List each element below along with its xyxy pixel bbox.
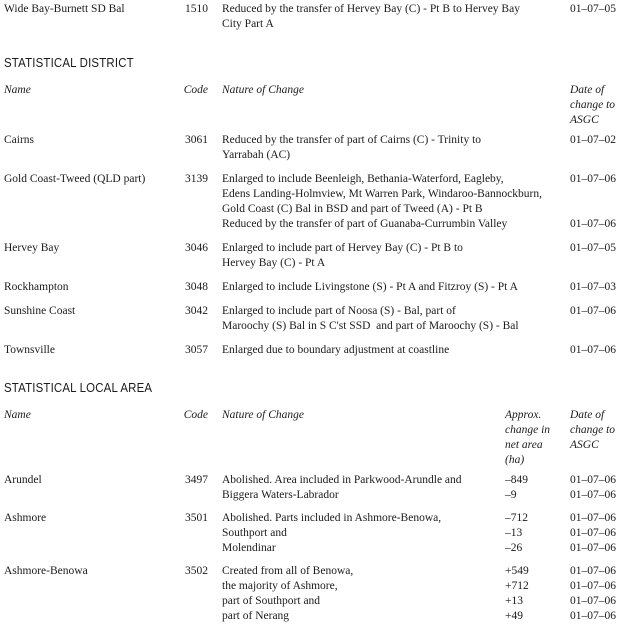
- row-name: Sunshine Coast: [4, 305, 76, 317]
- nature-line: Enlarged due to boundary adjustment at coastline: [222, 344, 450, 356]
- table-row: [4, 343, 622, 358]
- row-code: 3139: [185, 173, 208, 185]
- row-code: 3497: [185, 474, 208, 486]
- column-header-code: Code: [183, 409, 208, 421]
- nature-line: Enlarged to include Livingstone (S) - Pt A and Fitzroy (S) - Pt A: [222, 281, 518, 293]
- nature-line: Gold Coast (C) Bal in BSD and part of Tweed (A) - Pt B: [222, 203, 483, 215]
- area-value: –13: [505, 527, 523, 539]
- nature-line: Reduced by the transfer of Hervey Bay (C) - Pt B to Hervey Bay: [222, 3, 520, 15]
- table-row: [4, 133, 622, 163]
- area-value: –26: [505, 542, 523, 554]
- date-value: 01–07–06: [570, 610, 616, 622]
- nature-line: Molendinar: [222, 542, 276, 554]
- column-header-row: [4, 83, 622, 128]
- table-row: [4, 511, 622, 556]
- nature-line: Enlarged to include part of Hervey Bay (C) - Pt B to: [222, 242, 463, 254]
- column-header-area: net area: [505, 439, 543, 451]
- table-row: [4, 280, 622, 295]
- row-name: Ashmore-Benowa: [4, 565, 88, 577]
- date-value: 01–07–06: [570, 595, 616, 607]
- table-row: [4, 304, 622, 334]
- table-row: [4, 172, 622, 232]
- row-name: Wide Bay-Burnett SD Bal: [4, 3, 125, 15]
- column-header-area: Approx.: [505, 409, 542, 421]
- column-header-area: (ha): [505, 454, 525, 466]
- column-header-date: change to: [570, 424, 616, 436]
- row-name: Cairns: [4, 134, 35, 146]
- nature-line: Edens Landing-Holmview, Mt Warren Park, Windaroo-Bannockburn,: [222, 188, 543, 200]
- area-value: –712: [505, 512, 528, 524]
- row-code: 3046: [185, 242, 208, 254]
- nature-line: Abolished. Area included in Parkwood-Arundle and: [222, 474, 462, 486]
- nature-line: Created from all of Benowa,: [222, 565, 354, 577]
- row-code: 3042: [185, 305, 208, 317]
- date-value: 01–07–06: [570, 580, 616, 592]
- area-value: +712: [505, 580, 529, 592]
- table-row: [4, 564, 622, 624]
- date-value: 01–07–06: [570, 474, 616, 486]
- column-header-date: Date of: [570, 84, 605, 96]
- table-row: [4, 241, 622, 271]
- statistical-local-area-rows: [4, 473, 622, 624]
- nature-line: Abolished. Parts included in Ashmore-Benowa,: [222, 512, 442, 524]
- column-header-date: change to: [570, 99, 616, 111]
- date-value: 01–07–06: [570, 527, 616, 539]
- nature-line: Enlarged to include Beenleigh, Bethania-Waterford, Eagleby,: [222, 173, 504, 185]
- nature-line: part of Southport and: [222, 595, 321, 607]
- row-name: Hervey Bay: [4, 242, 60, 254]
- row-name: Rockhampton: [4, 281, 69, 293]
- section-heading-statistical-district: STATISTICAL DISTRICT: [4, 55, 134, 70]
- nature-line: the majority of Ashmore,: [222, 580, 338, 592]
- area-value: +13: [505, 595, 523, 607]
- column-header-name: Name: [4, 409, 31, 421]
- statistical-district-rows: [4, 133, 622, 358]
- row-name: Arundel: [4, 474, 42, 486]
- row-name: Ashmore: [4, 512, 47, 524]
- column-header-nature: Nature of Change: [222, 409, 304, 421]
- column-header-nature: Nature of Change: [222, 84, 304, 96]
- nature-line: Reduced by the transfer of part of Cairns (C) - Trinity to: [222, 134, 482, 146]
- date-value: 01–07–05: [570, 3, 616, 15]
- nature-line: Southport and: [222, 527, 287, 539]
- section-heading-statistical-local-area: STATISTICAL LOCAL AREA: [4, 380, 153, 395]
- date-value: 01–07–06: [570, 218, 616, 230]
- row-code: 3501: [185, 512, 208, 524]
- table-row: [4, 473, 622, 503]
- date-value: 01–07–06: [570, 489, 616, 501]
- nature-line: Maroochy (S) Bal in S C'st SSD and part of Maroochy (S) - Bal: [222, 320, 519, 332]
- date-value: 01–07–06: [570, 305, 616, 317]
- area-value: +49: [505, 610, 523, 622]
- nature-line: City Part A: [222, 18, 274, 30]
- row-name: Townsville: [4, 344, 55, 356]
- area-value: –849: [505, 474, 528, 486]
- nature-line: Enlarged to include part of Noosa (S) - Bal, part of: [222, 305, 456, 317]
- row-code: 3048: [185, 281, 208, 293]
- date-value: 01–07–06: [570, 565, 616, 577]
- column-header-date: ASGC: [570, 114, 599, 126]
- row-name: Gold Coast-Tweed (QLD part): [4, 173, 146, 185]
- table-row: [4, 2, 622, 32]
- date-value: 01–07–02: [570, 134, 616, 146]
- column-header-row: [4, 408, 622, 468]
- nature-line: Hervey Bay (C) - Pt A: [222, 257, 326, 269]
- row-code: 3057: [185, 344, 208, 356]
- date-value: 01–07–06: [570, 512, 616, 524]
- column-header-code: Code: [183, 84, 208, 96]
- row-code: 1510: [185, 3, 208, 15]
- column-header-name: Name: [4, 84, 31, 96]
- nature-line: Reduced by the transfer of part of Guanaba-Currumbin Valley: [222, 218, 508, 230]
- date-value: 01–07–06: [570, 344, 616, 356]
- area-value: +549: [505, 565, 529, 577]
- date-value: 01–07–05: [570, 242, 616, 254]
- nature-line: Biggera Waters-Labrador: [222, 489, 339, 501]
- date-value: 01–07–06: [570, 542, 616, 554]
- column-header-date: Date of: [570, 409, 605, 421]
- row-code: 3061: [185, 134, 208, 146]
- column-header-date: ASGC: [570, 439, 599, 451]
- row-code: 3502: [185, 565, 208, 577]
- nature-line: part of Nerang: [222, 610, 290, 622]
- date-value: 01–07–06: [570, 173, 616, 185]
- area-value: –9: [505, 489, 517, 501]
- date-value: 01–07–03: [570, 281, 616, 293]
- column-header-area: change in: [505, 424, 551, 436]
- nature-line: Yarrabah (AC): [222, 149, 291, 161]
